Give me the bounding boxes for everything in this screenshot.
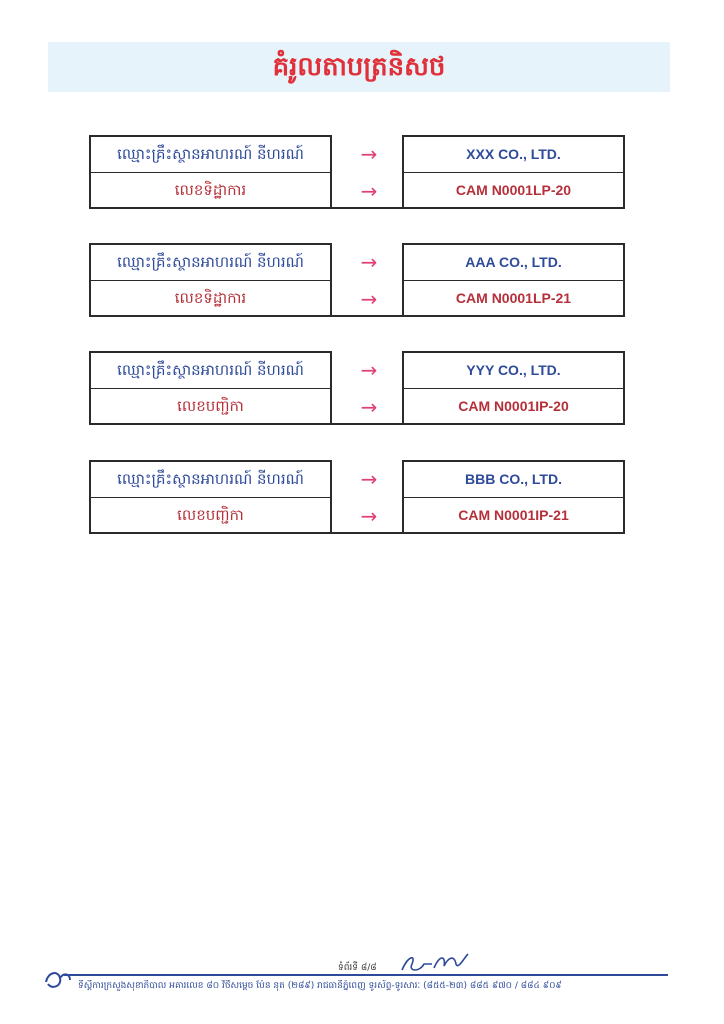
divider xyxy=(332,315,402,317)
license-number-value: CAM N0001LP-20 xyxy=(455,182,572,198)
value-box xyxy=(402,351,625,425)
arrow-right-icon: → xyxy=(360,142,378,166)
company-name-label: ឈ្មោះគ្រឹះស្ថានអាហរណ៍ នីហរណ៍ xyxy=(91,245,330,281)
registration-number-value: CAM N0001IP-21 xyxy=(458,507,569,523)
license-number-value: CAM N0001LP-21 xyxy=(455,290,572,306)
arrow-right-icon: → xyxy=(360,250,378,274)
registration-number-label: លេខបញ្ជិកា xyxy=(177,506,244,524)
company-name-value: YYY CO., LTD. xyxy=(404,353,623,389)
company-name-value: BBB CO., LTD. xyxy=(404,462,623,498)
entry-group-1 xyxy=(89,135,626,211)
label-box xyxy=(89,243,332,317)
registration-number-value: CAM N0001IP-20 xyxy=(458,398,569,414)
company-name-value: XXX CO., LTD. xyxy=(404,137,623,173)
entry-group-4 xyxy=(89,460,626,536)
arrow-right-icon: → xyxy=(360,287,378,311)
registration-number-label: លេខបញ្ជិកា xyxy=(177,397,244,415)
company-name-value: AAA CO., LTD. xyxy=(404,245,623,281)
divider xyxy=(332,423,402,425)
company-name-label: ឈ្មោះគ្រឹះស្ថានអាហរណ៍ នីហរណ៍ xyxy=(91,353,330,389)
page-title: គំរូលតាបត្រនិសថ xyxy=(48,42,670,92)
arrow-right-icon: → xyxy=(360,504,378,528)
ministry-logo-icon xyxy=(44,968,72,992)
company-name-label: ឈ្មោះគ្រឹះស្ថានអាហរណ៍ នីហរណ៍ xyxy=(91,137,330,173)
value-box xyxy=(402,460,625,534)
label-box xyxy=(89,135,332,209)
arrow-right-icon: → xyxy=(360,395,378,419)
footer-divider xyxy=(64,974,668,976)
divider xyxy=(332,532,402,534)
entry-group-3 xyxy=(89,351,626,427)
arrow-right-icon: → xyxy=(360,358,378,382)
arrow-right-icon: → xyxy=(360,467,378,491)
page-number: ទំព័រទី ៨/៨ xyxy=(338,963,377,973)
license-number-label: លេខទិដ្ឋាការ xyxy=(174,181,247,199)
value-box xyxy=(402,135,625,209)
arrow-right-icon: → xyxy=(360,179,378,203)
entry-group-2 xyxy=(89,243,626,319)
label-box xyxy=(89,460,332,534)
value-box xyxy=(402,243,625,317)
divider xyxy=(332,207,402,209)
license-number-label: លេខទិដ្ឋាការ xyxy=(174,289,247,307)
footer-address: ទីស្ដីការក្រសួងសុខាភិបាល អគារលេខ ៨០ វិថីសម្ដេច ប៉ែន នុត (២៨៩) រាជធានីភ្នំពេញ ទូរស័ព្ទ-ទូរសារៈ (៨៥៥-២៣) ៨៨៥ ៩៧០ / ៨៨៤ ៩០៩ xyxy=(78,981,562,991)
label-box xyxy=(89,351,332,425)
company-name-label: ឈ្មោះគ្រឹះស្ថានអាហរណ៍ នីហរណ៍ xyxy=(91,462,330,498)
